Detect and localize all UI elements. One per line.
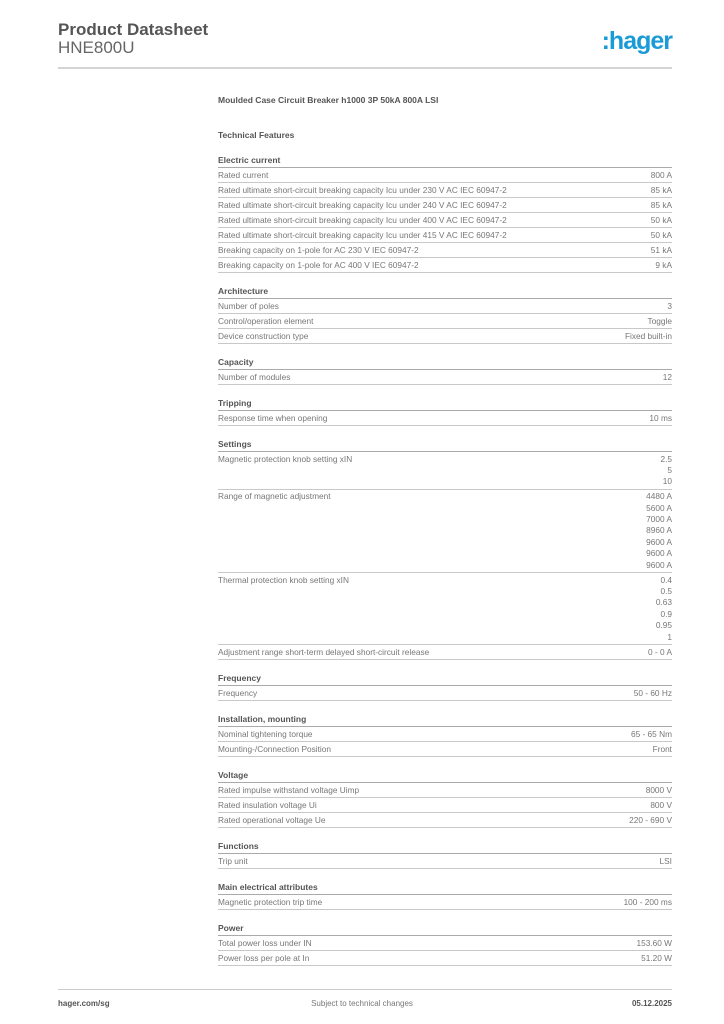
spec-values — [651, 200, 672, 212]
spec-value: 100 - 200 ms — [623, 896, 672, 907]
hager-logo: :hager — [601, 27, 672, 55]
spec-label: Rated operational voltage Ue — [218, 814, 326, 825]
product-code: HNE800U — [58, 38, 135, 57]
spec-row — [218, 168, 672, 183]
spec-value: 5600 A — [646, 502, 672, 513]
spec-label: Thermal protection knob setting xIN — [218, 574, 349, 585]
spec-label: Breaking capacity on 1-pole for AC 400 V IEC 60947-2 — [218, 259, 419, 270]
spec-values — [650, 800, 672, 812]
spec-value: 50 kA — [650, 229, 672, 240]
section-heading: Power — [218, 923, 672, 936]
spec-row — [218, 798, 672, 813]
spec-section — [218, 714, 672, 757]
spec-values — [646, 785, 672, 797]
spec-value: 5 — [667, 464, 672, 475]
header-divider — [58, 67, 672, 69]
section-heading: Capacity — [218, 357, 672, 370]
spec-value: 10 — [662, 476, 672, 487]
section-heading: Frequency — [218, 673, 672, 686]
spec-value: 51.20 W — [641, 952, 672, 963]
spec-values — [663, 372, 672, 384]
feature-sections — [218, 155, 672, 966]
section-heading: Functions — [218, 841, 672, 854]
spec-label: Nominal tightening torque — [218, 728, 313, 739]
spec-label: Device construction type — [218, 330, 309, 341]
spec-label: Adjustment range short-term delayed short-circuit release — [218, 646, 430, 657]
spec-section — [218, 357, 672, 385]
spec-row — [218, 490, 672, 573]
spec-row — [218, 213, 672, 228]
spec-value: Fixed built-in — [624, 330, 672, 341]
section-heading: Electric current — [218, 155, 672, 168]
spec-label: Trip unit — [218, 855, 248, 866]
section-heading: Voltage — [218, 770, 672, 783]
spec-row — [218, 895, 672, 910]
spec-value: 85 kA — [650, 199, 672, 210]
spec-values — [646, 491, 672, 571]
spec-value: 0.9 — [660, 608, 672, 619]
footer-website-link[interactable]: hager.com/sg — [58, 999, 110, 1008]
spec-row — [218, 951, 672, 966]
spec-label: Power loss per pole at In — [218, 952, 310, 963]
spec-value: 65 - 65 Nm — [630, 728, 672, 739]
spec-label: Rated ultimate short-circuit breaking capacity Icu under 415 V AC IEC 60947-2 — [218, 229, 507, 240]
spec-row — [218, 686, 672, 701]
spec-row — [218, 258, 672, 273]
spec-values — [651, 170, 672, 182]
spec-row — [218, 198, 672, 213]
spec-values — [651, 185, 672, 197]
spec-value: 50 - 60 Hz — [633, 687, 672, 698]
spec-section — [218, 155, 672, 273]
spec-row — [218, 573, 672, 645]
document-title: Product Datasheet — [58, 20, 209, 39]
spec-values — [649, 413, 672, 425]
spec-values — [660, 856, 672, 868]
footer-divider — [58, 989, 672, 990]
section-heading: Tripping — [218, 398, 672, 411]
spec-values — [636, 938, 672, 950]
spec-section — [218, 882, 672, 910]
spec-row — [218, 329, 672, 344]
technical-features-title: Technical Features — [218, 130, 295, 140]
spec-section — [218, 673, 672, 701]
spec-row — [218, 854, 672, 869]
spec-label: Rated ultimate short-circuit breaking capacity Icu under 230 V AC IEC 60947-2 — [218, 184, 507, 195]
footer-note: Subject to technical changes — [311, 999, 413, 1008]
spec-values — [651, 245, 672, 257]
spec-label: Number of modules — [218, 371, 291, 382]
spec-values — [660, 454, 672, 488]
spec-label: Control/operation element — [218, 315, 314, 326]
spec-row — [218, 228, 672, 243]
spec-value: 0.95 — [655, 620, 672, 631]
spec-value: 2.5 — [660, 453, 672, 464]
spec-value: 8960 A — [646, 525, 672, 536]
spec-values — [651, 215, 672, 227]
spec-label: Rated insulation voltage Ui — [218, 799, 317, 810]
spec-value: Toggle — [647, 315, 672, 326]
spec-row — [218, 727, 672, 742]
spec-value: LSI — [659, 855, 672, 866]
spec-label: Mounting-/Connection Position — [218, 743, 331, 754]
spec-label: Magnetic protection knob setting xIN — [218, 453, 353, 464]
spec-row — [218, 813, 672, 828]
spec-row — [218, 783, 672, 798]
spec-label: Frequency — [218, 687, 258, 698]
datasheet-content — [218, 95, 672, 979]
spec-value: 9600 A — [646, 536, 672, 547]
spec-value: 4480 A — [646, 491, 672, 502]
spec-label: Total power loss under IN — [218, 937, 312, 948]
spec-values — [653, 744, 672, 756]
spec-value: 220 - 690 V — [629, 814, 672, 825]
spec-label: Response time when opening — [218, 412, 328, 423]
spec-value: 9 kA — [655, 259, 672, 270]
spec-value: 10 ms — [649, 412, 672, 423]
spec-value: 50 kA — [650, 214, 672, 225]
spec-values — [667, 301, 672, 313]
spec-value: 8000 V — [645, 784, 672, 795]
spec-row — [218, 742, 672, 757]
spec-values — [641, 953, 672, 965]
section-heading: Main electrical attributes — [218, 882, 672, 895]
spec-value: 0.63 — [655, 597, 672, 608]
spec-label: Rated current — [218, 169, 269, 180]
spec-values — [648, 316, 672, 328]
spec-label: Breaking capacity on 1-pole for AC 230 V IEC 60947-2 — [218, 244, 419, 255]
product-description: Moulded Case Circuit Breaker h1000 3P 50kA 800A LSI — [218, 95, 439, 105]
spec-section — [218, 439, 672, 660]
spec-section — [218, 841, 672, 869]
spec-row — [218, 936, 672, 951]
spec-row — [218, 299, 672, 314]
spec-value: 0 - 0 A — [648, 646, 672, 657]
section-heading: Architecture — [218, 286, 672, 299]
spec-values — [634, 688, 672, 700]
spec-value: 85 kA — [650, 184, 672, 195]
spec-value: 0.4 — [660, 574, 672, 585]
spec-value: 153.60 W — [636, 937, 672, 948]
spec-values — [625, 331, 672, 343]
spec-values — [655, 260, 672, 272]
section-heading: Settings — [218, 439, 672, 452]
spec-section — [218, 770, 672, 828]
spec-values — [648, 647, 672, 659]
spec-label: Rated ultimate short-circuit breaking capacity Icu under 400 V AC IEC 60947-2 — [218, 214, 507, 225]
spec-value: 1 — [667, 631, 672, 642]
spec-row — [218, 183, 672, 198]
spec-value: 9600 A — [646, 548, 672, 559]
spec-label: Range of magnetic adjustment — [218, 491, 331, 502]
spec-section — [218, 923, 672, 966]
spec-value: 12 — [662, 371, 672, 382]
footer-date: 05.12.2025 — [631, 999, 672, 1008]
spec-values — [629, 815, 672, 827]
spec-row — [218, 314, 672, 329]
spec-value: 51 kA — [650, 244, 672, 255]
spec-values — [656, 575, 672, 643]
spec-value: 7000 A — [646, 514, 672, 525]
spec-values — [624, 897, 672, 909]
spec-label: Rated ultimate short-circuit breaking capacity Icu under 240 V AC IEC 60947-2 — [218, 199, 507, 210]
spec-value: 3 — [667, 300, 672, 311]
spec-section — [218, 398, 672, 426]
spec-value: Front — [652, 743, 672, 754]
spec-row — [218, 645, 672, 660]
spec-values — [651, 230, 672, 242]
spec-value: 9600 A — [646, 559, 672, 570]
spec-section — [218, 286, 672, 344]
section-heading: Installation, mounting — [218, 714, 672, 727]
spec-label: Magnetic protection trip time — [218, 896, 323, 907]
spec-row — [218, 243, 672, 258]
spec-value: 800 V — [650, 799, 672, 810]
spec-row — [218, 452, 672, 490]
spec-row — [218, 411, 672, 426]
spec-value: 0.5 — [660, 585, 672, 596]
spec-values — [631, 729, 672, 741]
spec-label: Rated impulse withstand voltage Uimp — [218, 784, 360, 795]
spec-row — [218, 370, 672, 385]
spec-value: 800 A — [650, 169, 672, 180]
spec-label: Number of poles — [218, 300, 279, 311]
